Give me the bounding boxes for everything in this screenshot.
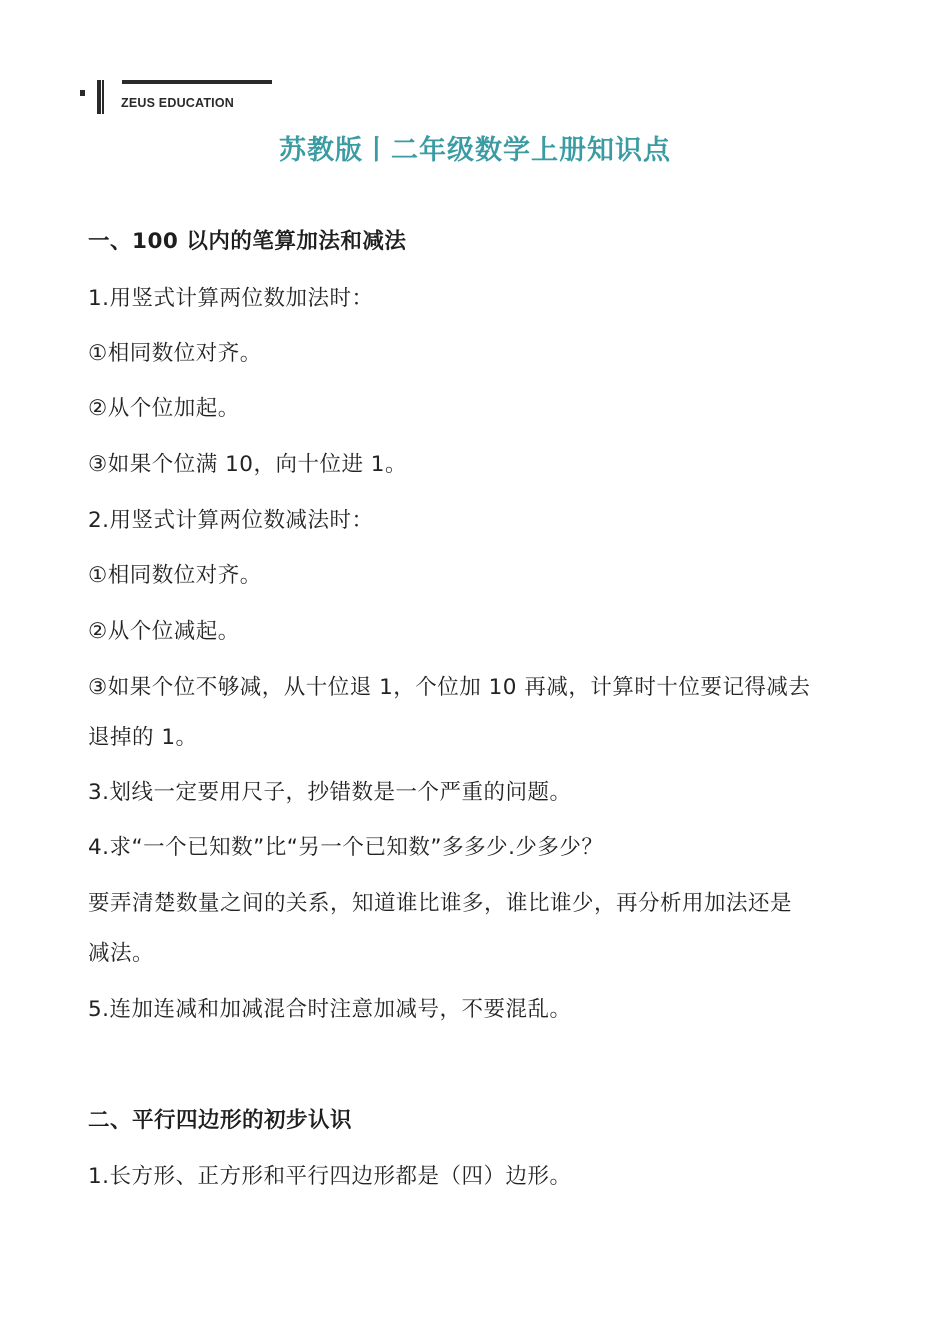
section-heading: 二、平行四边形的初步认识 [88, 1108, 353, 1133]
text-line: ①相同数位对齐。 [88, 341, 262, 366]
text-line: 3.划线一定要用尺子，抄错数是一个严重的问题。 [88, 780, 572, 805]
text-line: 4.求“一个已知数”比“另一个已知数”多多少.少多少？ [88, 835, 604, 860]
text-line: ②从个位加起。 [88, 396, 240, 421]
text-line: ②从个位减起。 [88, 619, 240, 644]
text-line: 退掉的 1。 [88, 725, 198, 750]
section-heading: 一、100 以内的笔算加法和减法 [88, 229, 407, 254]
logo-subtext: ZEUS EDUCATION [121, 96, 234, 110]
text-line: ③如果个位不够减，从十位退 1，个位加 10 再减，计算时十位要记得减去 [88, 675, 811, 700]
zeus-education-logo [78, 80, 248, 116]
page-title: 苏教版丨二年级数学上册知识点 [279, 135, 671, 166]
text-line: 1.长方形、正方形和平行四边形都是（四）边形。 [88, 1164, 572, 1189]
logo-mark-icon [78, 80, 108, 114]
logo-brand-text-cropped [122, 80, 272, 90]
text-line: 5.连加连减和加减混合时注意加减号，不要混乱。 [88, 997, 572, 1022]
text-line: 要弄清楚数量之间的关系，知道谁比谁多，谁比谁少，再分析用加法还是 [88, 891, 793, 916]
text-line: ③如果个位满 10，向十位进 1。 [88, 452, 407, 477]
text-line: 减法。 [88, 941, 155, 966]
text-line: 2.用竖式计算两位数减法时： [88, 508, 374, 533]
text-line: 1.用竖式计算两位数加法时： [88, 286, 374, 311]
text-line: ①相同数位对齐。 [88, 563, 262, 588]
